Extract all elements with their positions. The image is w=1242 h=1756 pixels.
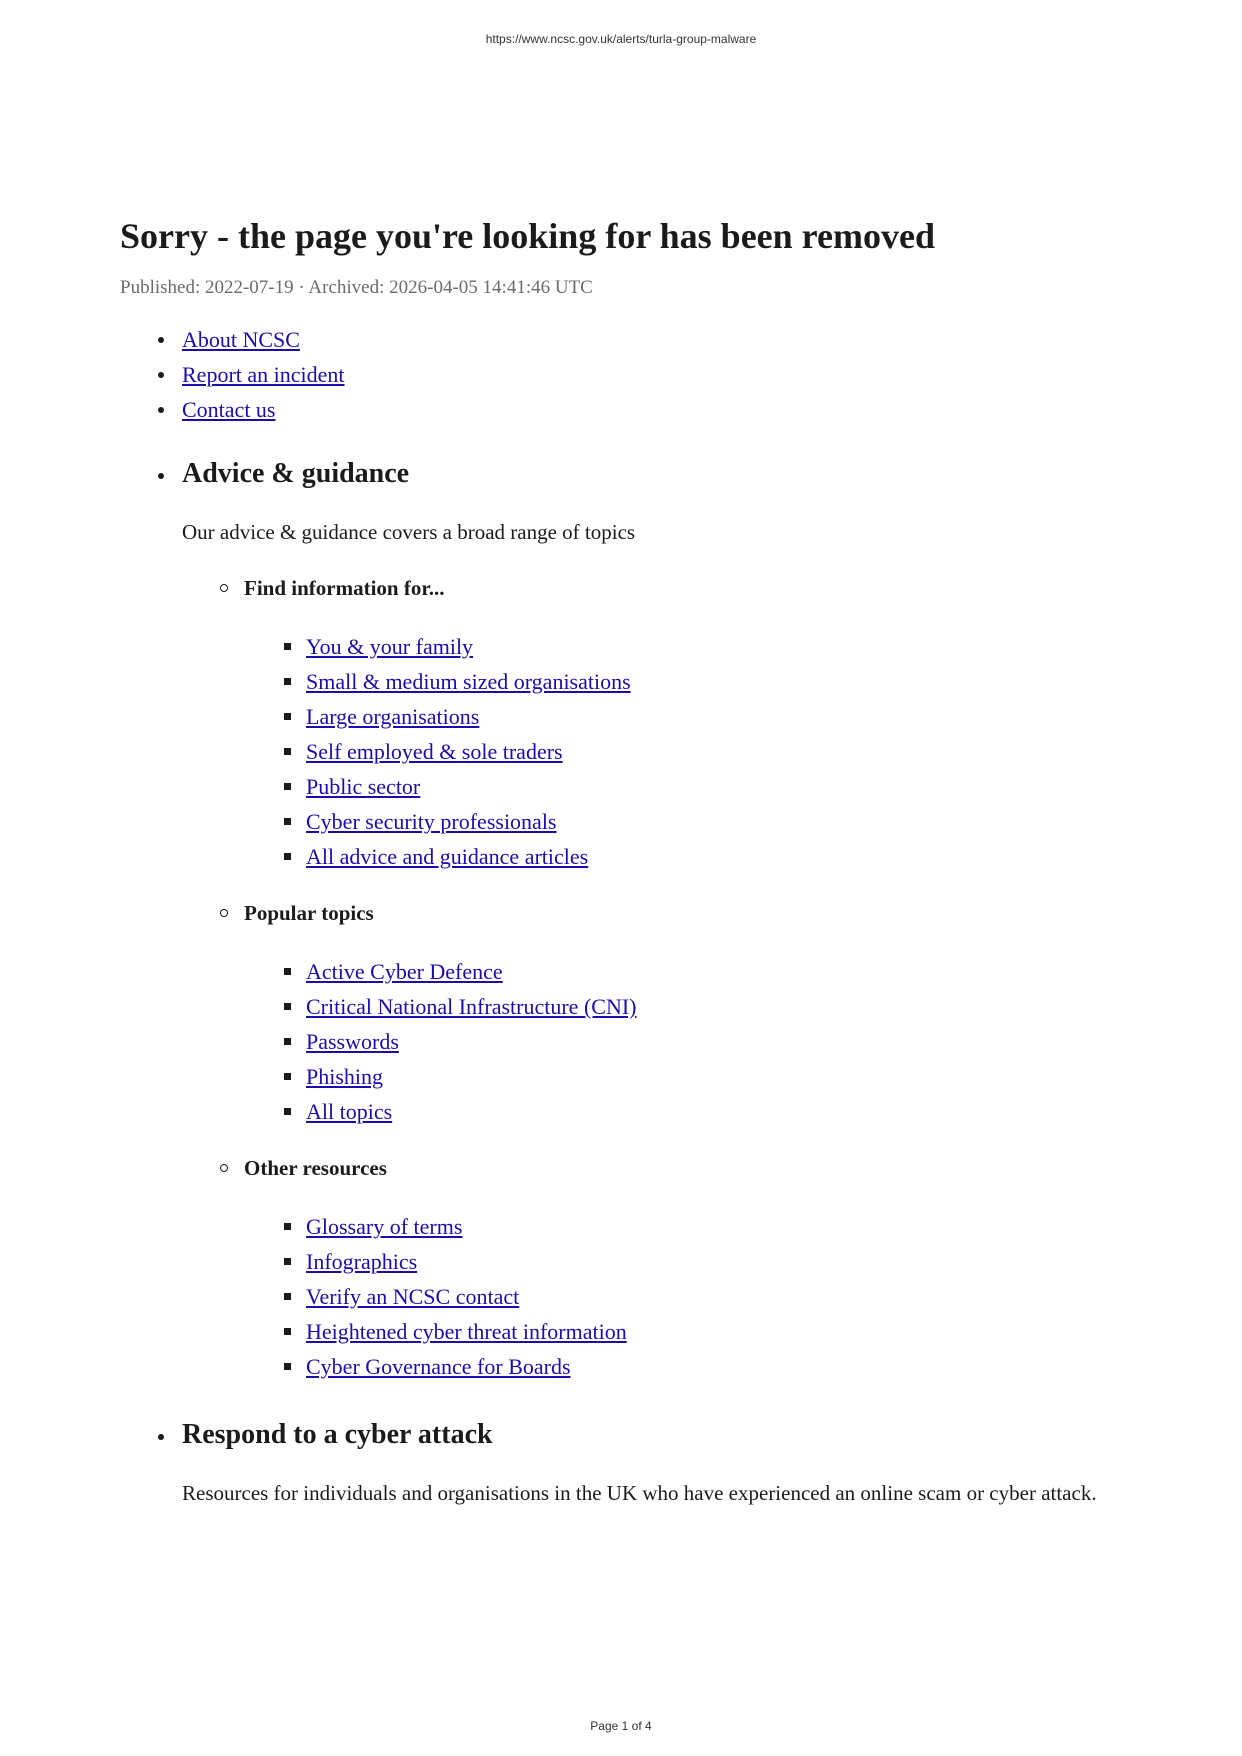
publication-meta: Published: 2022-07-19 · Archived: 2026-04-05 14:41:46 UTC [120,277,593,298]
group-find-information [182,571,1120,874]
list-item [244,954,1120,989]
list-item [244,1349,1120,1384]
group-popular-topics [182,896,1120,1129]
top-link-item [120,357,1120,392]
list-item [244,839,1120,874]
list-item [244,1314,1120,1349]
link-cyber-professionals[interactable]: Cyber security professionals [306,809,557,834]
list-item [244,989,1120,1024]
link-large-orgs[interactable]: Large organisations [306,704,480,729]
link-phishing[interactable]: Phishing [306,1064,384,1089]
link-all-topics[interactable]: All topics [306,1099,393,1124]
link-infographics[interactable]: Infographics [306,1249,418,1274]
top-link-item [120,322,1120,357]
group-other-resources [182,1151,1120,1384]
list-item [244,1279,1120,1314]
list-item [244,1244,1120,1279]
list-item [244,734,1120,769]
top-links-list [120,322,1120,427]
section-description: Resources for individuals and organisations in the UK who have experienced an online scam or cyber attack. [182,1481,1097,1505]
list-item [244,664,1120,699]
link-all-advice[interactable]: All advice and guidance articles [306,844,589,869]
advice-groups [182,571,1120,1384]
link-governance-boards[interactable]: Cyber Governance for Boards [306,1354,571,1379]
sections-list [120,451,1120,1510]
page-title: Sorry - the page you're looking for has been removed [120,216,935,256]
link-cni[interactable]: Critical National Infrastructure (CNI) [306,994,637,1019]
print-header-url: https://www.ncsc.gov.uk/alerts/turla-group-malware [485,32,757,46]
list-item [244,1059,1120,1094]
about-ncsc-link[interactable]: About NCSC [182,327,300,352]
list-item [244,1209,1120,1244]
section-title: Advice & guidance [182,458,410,489]
section-description: Our advice & guidance covers a broad range of topics [182,520,636,544]
link-verify-contact[interactable]: Verify an NCSC contact [306,1284,520,1309]
list-item [244,1094,1120,1129]
list-item [244,1024,1120,1059]
list-item [244,769,1120,804]
link-glossary[interactable]: Glossary of terms [306,1214,463,1239]
page-content [120,214,1120,1510]
link-public-sector[interactable]: Public sector [306,774,421,799]
page-number: Page 1 of 4 [590,1719,652,1733]
link-passwords[interactable]: Passwords [306,1029,399,1054]
group-links [244,954,1120,1129]
section-advice-guidance [120,451,1120,1384]
report-incident-link[interactable]: Report an incident [182,362,345,387]
list-item [244,804,1120,839]
link-active-cyber-defence[interactable]: Active Cyber Defence [306,959,503,984]
link-you-family[interactable]: You & your family [306,634,474,659]
list-item [244,699,1120,734]
group-links [244,1209,1120,1384]
group-title: Other resources [244,1156,387,1180]
link-heightened-threat[interactable]: Heightened cyber threat information [306,1319,627,1344]
section-respond-cyber-attack [120,1412,1120,1510]
group-title: Popular topics [244,901,374,925]
section-title: Respond to a cyber attack [182,1419,493,1450]
top-link-item [120,392,1120,427]
contact-us-link[interactable]: Contact us [182,397,276,422]
list-item [244,629,1120,664]
group-links [244,629,1120,874]
link-self-employed[interactable]: Self employed & sole traders [306,739,563,764]
group-title: Find information for... [244,576,445,600]
link-small-medium-orgs[interactable]: Small & medium sized organisations [306,669,631,694]
